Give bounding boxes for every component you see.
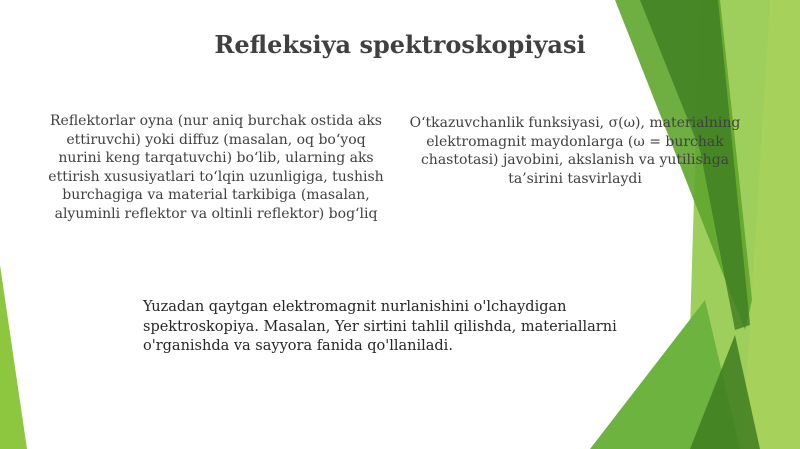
right-column-text: O‘tkazuvchanlik funksiyasi, σ(ω), materialning elektromagnit maydonlarga (ω = burchak chastotasi) javobini, akslanish va yutilishga ta’sirini tasvirlaydi [409, 115, 741, 187]
left-green-triangle [0, 265, 27, 449]
slide-title: Refleksiya spektroskopiyasi [214, 30, 586, 59]
left-column-text: Reflektorlar oyna (nur aniq burchak ostida aks ettiruvchi) yoki diffuz (masalan, oq bo‘yoq nurini keng tarqatuvchi) bo‘lib, ularning aks ettirish xususiyatlari to‘lqin uzunligiga, tushish burchagiga va material tarkibiga (masalan, alyuminli reflektor va oltinli reflektor) bog‘liq [48, 113, 384, 222]
bottom-description-text: Yuzadan qaytgan elektromagnit nurlanishini o'lchaydigan spektroskopiya. Masalan, Yer sirtini tahlil qilishda, materiallarni o'rganishda va sayyora fanida qo'llaniladi. [143, 299, 617, 354]
